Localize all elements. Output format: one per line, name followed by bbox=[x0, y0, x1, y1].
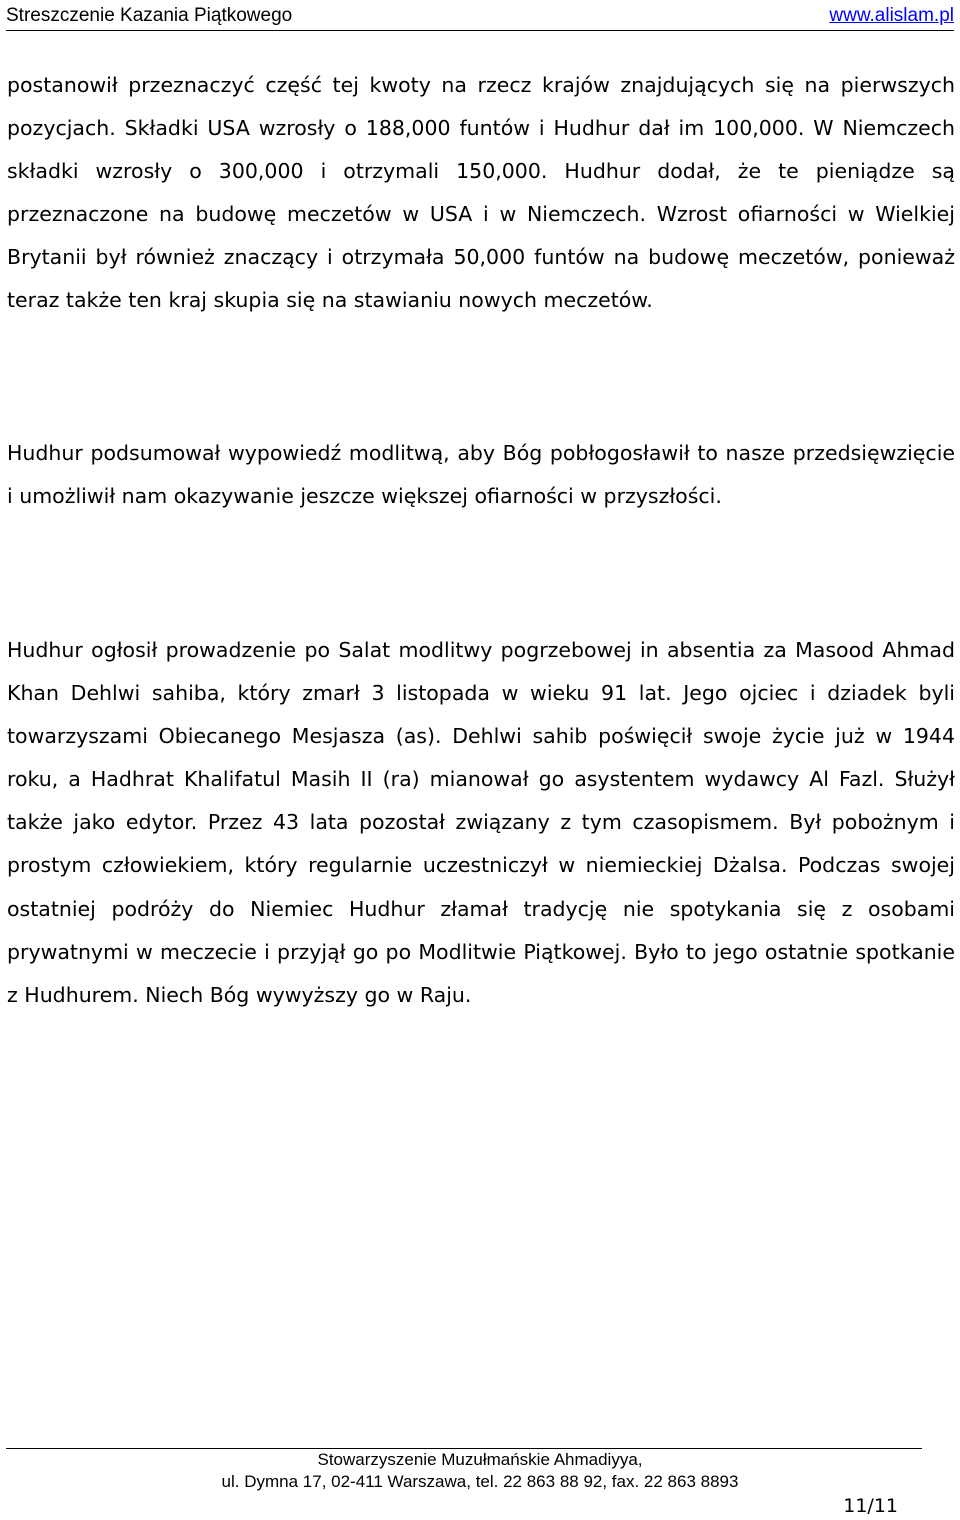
footer-address: ul. Dymna 17, 02-411 Warszawa, tel. 22 863 88 92, fax. 22 863 8893 bbox=[221, 1472, 739, 1491]
document-title: Streszczenie Kazania Piątkowego bbox=[6, 5, 293, 26]
page-number: 11/11 bbox=[843, 1495, 898, 1517]
footer-organization: Stowarzyszenie Muzułmańskie Ahmadiyya, bbox=[317, 1450, 643, 1469]
page-header bbox=[6, 4, 954, 31]
paragraph-donations: postanowił przeznaczyć część tej kwoty na rzecz krajów znajdujących się na pierwszych pozycjach. Składki USA wzrosły o 188,000 funtów i Hudhur dał im 100,000. W Niemczech składki wzrosły o 300,000 i otrzymali 150,000. Hudhur dodał, że te pieniądze są przeznaczone na budowę meczetów w USA i w Niemczech. Wzrost ofiarności w Wielkiej Brytanii był również znaczący i otrzymała 50,000 funtów na budowę meczetów, ponieważ teraz także ten kraj skupia się na stawianiu nowych meczetów. bbox=[7, 73, 955, 313]
paragraph-funeral-prayer: Hudhur ogłosił prowadzenie po Salat modlitwy pogrzebowej in absentia za Masood Ahmad Khan Dehlwi sahiba, który zmarł 3 listopada w wieku 91 lat. Jego ojciec i dziadek byli towarzyszami Obiecanego Mesjasza (as). Dehlwi sahib poświęcił swoje życie już w 1944 roku, a Hadhrat Khalifatul Masih II (ra) mianował go asystentem wydawcy Al Fazl. Służył także jako edytor. Przez 43 lata pozostał związany z tym czasopismem. Był pobożnym i prostym człowiekiem, który regularnie uczestniczył w niemieckiej Dżalsa. Podczas swojej ostatniej podróży do Niemiec Hudhur złamał tradycję nie spotykania się z osobami prywatnymi w meczecie i przyjął go po Modlitwie Piątkowej. Było to jego ostatnie spotkanie z Hudhurem. Niech Bóg wywyższy go w Raju. bbox=[7, 638, 955, 1007]
paragraph-prayer-summary: Hudhur podsumował wypowiedź modlitwą, aby Bóg pobłogosławił to nasze przedsięwzięcie i umożliwił nam okazywanie jeszcze większej ofiarności w przyszłości. bbox=[7, 441, 955, 509]
website-link[interactable]: www.alislam.pl bbox=[829, 5, 954, 26]
